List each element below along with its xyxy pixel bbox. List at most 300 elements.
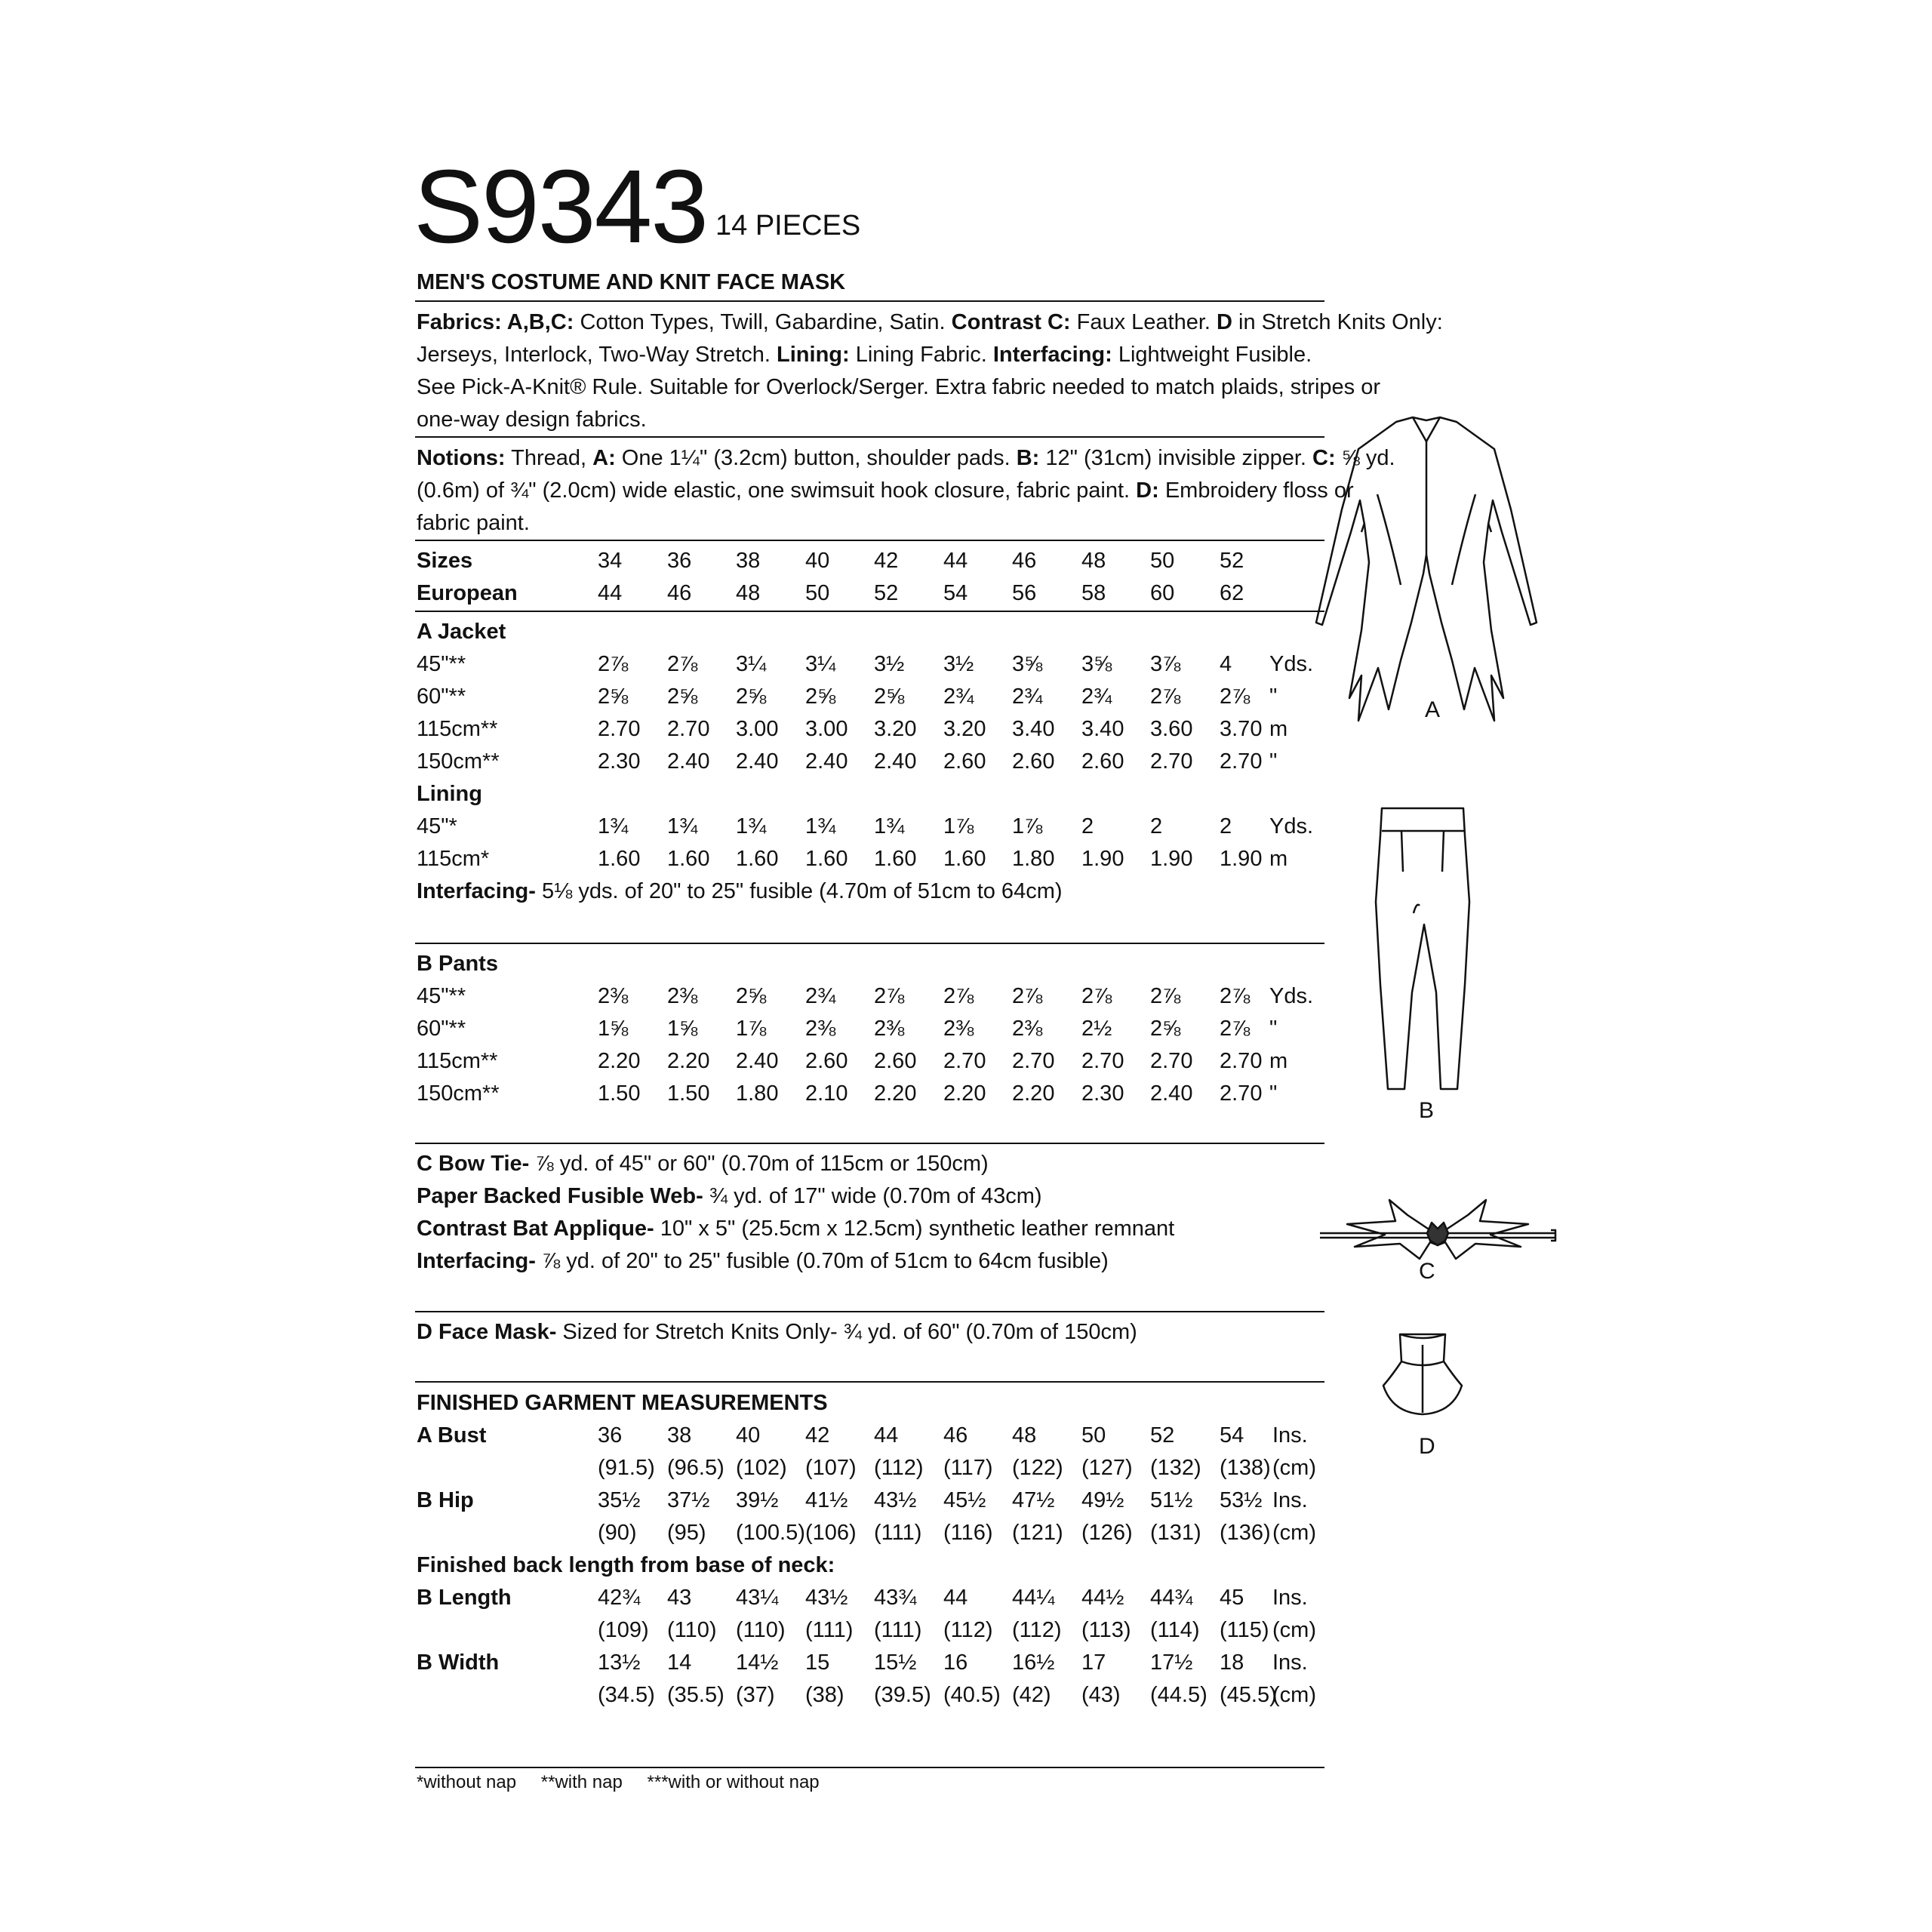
cell-value: 42 — [805, 1423, 830, 1447]
cell-value: 1⅝ — [667, 1017, 698, 1041]
cell-value: 44½ — [1081, 1586, 1124, 1610]
cell-value: 1.60 — [598, 847, 641, 871]
cell-value: 53½ — [1220, 1488, 1263, 1512]
fabrics-label: Fabrics: A,B,C: — [417, 310, 574, 334]
unit-label: (cm) — [1272, 1683, 1316, 1707]
european-label: European — [417, 581, 518, 605]
cell-value: 3⅝ — [1012, 652, 1043, 676]
cell-value: 2.60 — [874, 1049, 917, 1073]
cell-value: 2.20 — [874, 1081, 917, 1106]
size-value: 46 — [1012, 549, 1037, 573]
size-value: 54 — [943, 581, 968, 605]
cell-value: 3⅝ — [1081, 652, 1112, 676]
jacket-interfacing — [417, 875, 1063, 908]
cell-value: 3½ — [943, 652, 974, 676]
view-d-label: D — [1217, 310, 1232, 334]
footnotes — [417, 1772, 839, 1793]
cell-value: 1¾ — [598, 814, 629, 838]
cell-value: (127) — [1081, 1456, 1133, 1480]
cell-value: 1.80 — [736, 1081, 779, 1106]
cell-value: (122) — [1012, 1456, 1063, 1480]
pattern-title: MEN'S COSTUME AND KNIT FACE MASK — [417, 270, 846, 294]
bowtie-line-4 — [417, 1245, 1109, 1278]
cell-value: 2⅞ — [1012, 984, 1043, 1008]
unit-label: (cm) — [1272, 1618, 1316, 1642]
row-label: A Bust — [417, 1423, 487, 1447]
cell-value: 2.10 — [805, 1081, 848, 1106]
cell-value: 2⅝ — [805, 685, 836, 709]
fabrics-line-1 — [417, 306, 1443, 339]
cell-value: 2¾ — [805, 984, 836, 1008]
cell-value: 18 — [1220, 1651, 1244, 1675]
cell-value: 44 — [874, 1423, 899, 1447]
cell-value: 2 — [1150, 814, 1163, 838]
notions-line-3: fabric paint. — [417, 511, 530, 535]
row-label: 60"** — [417, 1017, 466, 1041]
cell-value: 2.20 — [943, 1081, 986, 1106]
cell-value: 2⅜ — [943, 1017, 974, 1041]
size-value: 48 — [736, 581, 761, 605]
cell-value: 47½ — [1012, 1488, 1055, 1512]
view-d-label: D: — [1136, 478, 1159, 503]
mask-text: Sized for Stretch Knits Only- ¾ yd. of 60" (0.70m of 150cm) — [556, 1320, 1137, 1344]
size-value: 52 — [1220, 549, 1244, 573]
cell-value: 1¾ — [736, 814, 767, 838]
cell-value: 2⅞ — [1220, 984, 1251, 1008]
size-value: 42 — [874, 549, 899, 573]
cell-value: (117) — [943, 1456, 993, 1480]
cell-value: 44¼ — [1012, 1586, 1055, 1610]
cell-value: 43½ — [805, 1586, 848, 1610]
lining-label: Lining: — [777, 343, 850, 367]
notions-text: ⅝ yd. — [1335, 446, 1395, 470]
cell-value: (109) — [598, 1618, 649, 1642]
cell-value: 4 — [1220, 652, 1232, 676]
cell-value: (91.5) — [598, 1456, 655, 1480]
piece-count: 14 PIECES — [715, 210, 861, 242]
size-value: 44 — [943, 549, 968, 573]
notions-text: Embroidery floss or — [1158, 478, 1354, 503]
cell-value: 15 — [805, 1651, 830, 1675]
cell-value: 2 — [1081, 814, 1094, 838]
cell-value: 52 — [1150, 1423, 1175, 1447]
cell-value: 2⅞ — [1220, 1017, 1251, 1041]
cell-value: 1¾ — [667, 814, 698, 838]
cell-value: (111) — [805, 1618, 854, 1642]
bowtie-text: 10" x 5" (25.5cm x 12.5cm) synthetic leather remnant — [654, 1217, 1175, 1241]
bowtie-line-1 — [417, 1148, 989, 1180]
cell-value: 14½ — [736, 1651, 779, 1675]
cell-value: 16½ — [1012, 1651, 1055, 1675]
row-label: 115cm** — [417, 1049, 498, 1073]
cell-value: 2.70 — [667, 717, 710, 741]
cell-value: (90) — [598, 1521, 637, 1545]
size-value: 52 — [874, 581, 899, 605]
pattern-number: S9343 — [414, 149, 708, 265]
cell-value: (100.5) — [736, 1521, 805, 1545]
cell-value: 51½ — [1150, 1488, 1193, 1512]
jacket-heading: A Jacket — [417, 620, 506, 644]
bat-applique-label: Contrast Bat Applique- — [417, 1217, 654, 1241]
cell-value: (45.5) — [1220, 1683, 1277, 1707]
size-value: 44 — [598, 581, 623, 605]
cell-value: 3¼ — [736, 652, 767, 676]
cell-value: 2.40 — [1150, 1081, 1193, 1106]
cell-value: 2.60 — [1012, 749, 1055, 774]
cell-value: (114) — [1150, 1618, 1200, 1642]
row-label: 60"** — [417, 685, 466, 709]
cell-value: (110) — [667, 1618, 717, 1642]
unit-label: m — [1269, 1049, 1288, 1073]
cell-value: 2⅞ — [598, 652, 629, 676]
cell-value: 1.60 — [874, 847, 917, 871]
cell-value: 2.70 — [1150, 749, 1193, 774]
cell-value: (115) — [1220, 1618, 1269, 1642]
cell-value: (37) — [736, 1683, 775, 1707]
view-label-c: C — [1419, 1259, 1435, 1284]
cell-value: (102) — [736, 1456, 787, 1480]
cell-value: 14 — [667, 1651, 692, 1675]
cell-value: (34.5) — [598, 1683, 655, 1707]
cell-value: (110) — [736, 1618, 786, 1642]
cell-value: 2⅝ — [736, 685, 767, 709]
cell-value: 2.70 — [598, 717, 641, 741]
cell-value: 2.40 — [736, 1049, 779, 1073]
cell-value: 45½ — [943, 1488, 986, 1512]
fabrics-text: Cotton Types, Twill, Gabardine, Satin. — [574, 310, 952, 334]
cell-value: (138) — [1220, 1456, 1271, 1480]
cell-value: 1.90 — [1220, 847, 1263, 871]
unit-label: (cm) — [1272, 1521, 1316, 1545]
cell-value: 1.60 — [943, 847, 986, 871]
cell-value: (35.5) — [667, 1683, 724, 1707]
cell-value: 2.30 — [598, 749, 641, 774]
unit-label: (cm) — [1272, 1456, 1316, 1480]
footnote: ***with or without nap — [647, 1772, 820, 1792]
cell-value: 2.20 — [1012, 1081, 1055, 1106]
sizes-label: Sizes — [417, 549, 473, 573]
view-b-label: B: — [1016, 446, 1040, 470]
cell-value: (112) — [874, 1456, 924, 1480]
view-a-label: A: — [592, 446, 616, 470]
fusible-web-label: Paper Backed Fusible Web- — [417, 1184, 703, 1208]
mask-label: D Face Mask- — [417, 1320, 557, 1344]
interfacing-label: Interfacing: — [992, 343, 1112, 367]
cell-value: 43 — [667, 1586, 692, 1610]
cell-value: 2⅝ — [667, 685, 698, 709]
cell-value: 1.60 — [736, 847, 779, 871]
size-value: 58 — [1081, 581, 1106, 605]
cell-value: 13½ — [598, 1651, 641, 1675]
cell-value: 2⅜ — [874, 1017, 905, 1041]
size-value: 48 — [1081, 549, 1106, 573]
cell-value: 3¼ — [805, 652, 836, 676]
unit-label: Yds. — [1269, 652, 1314, 676]
cell-value: 3⅞ — [1150, 652, 1181, 676]
cell-value: 1⅞ — [1012, 814, 1043, 838]
pants-heading: B Pants — [417, 952, 498, 976]
cell-value: 2⅞ — [874, 984, 905, 1008]
size-value: 36 — [667, 549, 692, 573]
cell-value: 3.40 — [1012, 717, 1055, 741]
cell-value: 1.80 — [1012, 847, 1055, 871]
cell-value: 2.40 — [736, 749, 779, 774]
size-value: 56 — [1012, 581, 1037, 605]
cell-value: 16 — [943, 1651, 968, 1675]
divider — [415, 1381, 1324, 1383]
cell-value: (42) — [1012, 1683, 1051, 1707]
cell-value: 1.90 — [1150, 847, 1193, 871]
cell-value: (39.5) — [874, 1683, 931, 1707]
cell-value: (107) — [805, 1456, 857, 1480]
cell-value: 2.70 — [1081, 1049, 1124, 1073]
bowtie-text: ⅞ yd. of 45" or 60" (0.70m of 115cm or 150cm) — [529, 1152, 989, 1176]
fabrics-line-4: one-way design fabrics. — [417, 408, 647, 432]
cell-value: 48 — [1012, 1423, 1037, 1447]
fabrics-text: Lining Fabric. — [849, 343, 993, 367]
cell-value: 3.70 — [1220, 717, 1263, 741]
cell-value: 41½ — [805, 1488, 848, 1512]
cell-value: 49½ — [1081, 1488, 1124, 1512]
cell-value: 1⅞ — [943, 814, 974, 838]
cell-value: 3.20 — [943, 717, 986, 741]
unit-label: Ins. — [1272, 1423, 1308, 1447]
cell-value: 1¾ — [805, 814, 836, 838]
cell-value: 1¾ — [874, 814, 905, 838]
unit-label: Ins. — [1272, 1651, 1308, 1675]
cell-value: 1.60 — [667, 847, 710, 871]
row-label: B Width — [417, 1651, 500, 1675]
cell-value: 2.60 — [943, 749, 986, 774]
mask-sketch — [1377, 1330, 1468, 1420]
cell-value: 43¾ — [874, 1586, 917, 1610]
cell-value: 2⅜ — [598, 984, 629, 1008]
unit-label: m — [1269, 717, 1288, 741]
cell-value: 45 — [1220, 1586, 1244, 1610]
divider — [415, 436, 1324, 438]
unit-label: Yds. — [1269, 984, 1314, 1008]
view-label-d: D — [1419, 1434, 1435, 1459]
cell-value: 2⅞ — [1150, 984, 1181, 1008]
cell-value: 38 — [667, 1423, 692, 1447]
finished-heading: FINISHED GARMENT MEASUREMENTS — [417, 1391, 828, 1415]
row-label: 45"** — [417, 652, 466, 676]
notions-text: One 1¼" (3.2cm) button, shoulder pads. — [615, 446, 1017, 470]
size-value: 60 — [1150, 581, 1175, 605]
cell-value: (113) — [1081, 1618, 1131, 1642]
view-label-b: B — [1419, 1098, 1435, 1123]
cell-value: 2.20 — [598, 1049, 641, 1073]
cell-value: 2⅜ — [1012, 1017, 1043, 1041]
size-value: 34 — [598, 549, 623, 573]
mask-line — [417, 1316, 1137, 1349]
cell-value: 43½ — [874, 1488, 917, 1512]
cell-value: 2⅞ — [1150, 685, 1181, 709]
cell-value: 2.70 — [1012, 1049, 1055, 1073]
cell-value: 2⅞ — [1081, 984, 1112, 1008]
row-label: B Length — [417, 1586, 512, 1610]
cell-value: 2.40 — [874, 749, 917, 774]
notions-text: (0.6m) of ¾" (2.0cm) wide elastic, one swimsuit hook closure, fabric paint. — [417, 478, 1137, 503]
cell-value: 2 — [1220, 814, 1232, 838]
view-c-label: C: — [1312, 446, 1336, 470]
cell-value: 3.20 — [874, 717, 917, 741]
cell-value: 40 — [736, 1423, 761, 1447]
unit-label: " — [1269, 1017, 1278, 1041]
bowtie-text: ⅞ yd. of 20" to 25" fusible (0.70m of 51cm to 64cm fusible) — [535, 1249, 1109, 1273]
row-label: 150cm** — [417, 1081, 500, 1106]
fabrics-text: Lightweight Fusible. — [1112, 343, 1312, 367]
cell-value: (136) — [1220, 1521, 1271, 1545]
cell-value: 1.90 — [1081, 847, 1124, 871]
row-label: 115cm* — [417, 847, 490, 871]
cell-value: 2.60 — [805, 1049, 848, 1073]
cell-value: 1.50 — [667, 1081, 710, 1106]
cell-value: 3.60 — [1150, 717, 1193, 741]
divider — [415, 540, 1324, 541]
unit-label: " — [1269, 749, 1278, 774]
back-length-heading: Finished back length from base of neck: — [417, 1553, 835, 1577]
divider — [415, 611, 1324, 612]
bowtie-text: ¾ yd. of 17" wide (0.70m of 43cm) — [703, 1184, 1042, 1208]
interfacing-label: Interfacing- — [417, 879, 536, 903]
unit-label: Ins. — [1272, 1586, 1308, 1610]
cell-value: 2¾ — [943, 685, 974, 709]
cell-value: 2.40 — [667, 749, 710, 774]
fabrics-line-2 — [417, 339, 1312, 371]
cell-value: 17½ — [1150, 1651, 1193, 1675]
notions-line-1 — [417, 442, 1395, 475]
fabrics-text: in Stretch Knits Only: — [1232, 310, 1443, 334]
cell-value: 1⅞ — [736, 1017, 767, 1041]
cell-value: 2.20 — [667, 1049, 710, 1073]
cell-value: 17 — [1081, 1651, 1106, 1675]
cell-value: 2⅞ — [943, 984, 974, 1008]
cell-value: 37½ — [667, 1488, 710, 1512]
row-label: 115cm** — [417, 717, 498, 741]
unit-label: Ins. — [1272, 1488, 1308, 1512]
cell-value: 2.70 — [1220, 1081, 1263, 1106]
cell-value: 2⅝ — [736, 984, 767, 1008]
cell-value: 2⅜ — [667, 984, 698, 1008]
notions-text: Thread, — [505, 446, 593, 470]
interfacing-label: Interfacing- — [417, 1249, 536, 1273]
cell-value: (43) — [1081, 1683, 1121, 1707]
fabrics-line-3: See Pick-A-Knit® Rule. Suitable for Overlock/Serger. Extra fabric needed to match plaids, stripes or — [417, 375, 1380, 399]
cell-value: (116) — [943, 1521, 993, 1545]
cell-value: 2.70 — [1220, 749, 1263, 774]
bowtie-label: C Bow Tie- — [417, 1152, 530, 1176]
unit-label: " — [1269, 685, 1278, 709]
bowtie-sketch — [1317, 1191, 1558, 1274]
unit-label: Yds. — [1269, 814, 1314, 838]
cell-value: 2½ — [1081, 1017, 1112, 1041]
cell-value: 2.70 — [943, 1049, 986, 1073]
jacket-sketch — [1313, 411, 1547, 728]
contrast-label: Contrast C: — [951, 310, 1071, 334]
fabrics-text: Faux Leather. — [1070, 310, 1217, 334]
cell-value: (132) — [1150, 1456, 1201, 1480]
cell-value: (112) — [943, 1618, 993, 1642]
cell-value: 3½ — [874, 652, 905, 676]
footnote: **with nap — [540, 1772, 623, 1792]
cell-value: 2.70 — [1220, 1049, 1263, 1073]
divider — [415, 300, 1324, 302]
row-label: 45"* — [417, 814, 457, 838]
cell-value: 39½ — [736, 1488, 779, 1512]
cell-value: 43¼ — [736, 1586, 779, 1610]
fabrics-text: Jerseys, Interlock, Two-Way Stretch. — [417, 343, 777, 367]
cell-value: (95) — [667, 1521, 706, 1545]
size-value: 46 — [667, 581, 692, 605]
cell-value: 44 — [943, 1586, 968, 1610]
cell-value: 44¾ — [1150, 1586, 1193, 1610]
cell-value: 2.70 — [1150, 1049, 1193, 1073]
size-value: 40 — [805, 549, 830, 573]
row-label: B Hip — [417, 1488, 474, 1512]
cell-value: 1.60 — [805, 847, 848, 871]
cell-value: 2⅞ — [1220, 685, 1251, 709]
cell-value: 35½ — [598, 1488, 641, 1512]
cell-value: (38) — [805, 1683, 844, 1707]
cell-value: 2¾ — [1081, 685, 1112, 709]
divider — [415, 1767, 1324, 1768]
cell-value: 2⅝ — [874, 685, 905, 709]
cell-value: (126) — [1081, 1521, 1133, 1545]
cell-value: (112) — [1012, 1618, 1062, 1642]
cell-value: 50 — [1081, 1423, 1106, 1447]
divider — [415, 1311, 1324, 1312]
bowtie-line-3 — [417, 1213, 1174, 1245]
notions-line-2 — [417, 475, 1354, 507]
divider — [415, 1143, 1324, 1144]
cell-value: 2⅜ — [805, 1017, 836, 1041]
cell-value: 2¾ — [1012, 685, 1043, 709]
cell-value: (121) — [1012, 1521, 1063, 1545]
footnote: *without nap — [417, 1772, 517, 1792]
cell-value: 1.50 — [598, 1081, 641, 1106]
cell-value: (111) — [874, 1521, 922, 1545]
cell-value: (96.5) — [667, 1456, 724, 1480]
cell-value: (111) — [874, 1618, 922, 1642]
cell-value: (40.5) — [943, 1683, 1001, 1707]
size-value: 50 — [1150, 549, 1175, 573]
cell-value: 3.00 — [736, 717, 779, 741]
view-label-a: A — [1425, 697, 1441, 722]
size-value: 50 — [805, 581, 830, 605]
cell-value: 2.60 — [1081, 749, 1124, 774]
interfacing-text: 5⅛ yds. of 20" to 25" fusible (4.70m of 51cm to 64cm) — [535, 879, 1063, 903]
cell-value: 15½ — [874, 1651, 917, 1675]
notions-label: Notions: — [417, 446, 506, 470]
cell-value: 2.30 — [1081, 1081, 1124, 1106]
cell-value: 42¾ — [598, 1586, 641, 1610]
row-label: 45"** — [417, 984, 466, 1008]
cell-value: (44.5) — [1150, 1683, 1208, 1707]
cell-value: 2⅞ — [667, 652, 698, 676]
unit-label: " — [1269, 1081, 1278, 1106]
bowtie-line-2 — [417, 1180, 1042, 1213]
pants-sketch — [1370, 804, 1475, 1094]
cell-value: 2.40 — [805, 749, 848, 774]
size-value: 62 — [1220, 581, 1244, 605]
cell-value: 2⅝ — [1150, 1017, 1181, 1041]
cell-value: (106) — [805, 1521, 857, 1545]
cell-value: 54 — [1220, 1423, 1244, 1447]
cell-value: 3.40 — [1081, 717, 1124, 741]
cell-value: 46 — [943, 1423, 968, 1447]
unit-label: m — [1269, 847, 1288, 871]
